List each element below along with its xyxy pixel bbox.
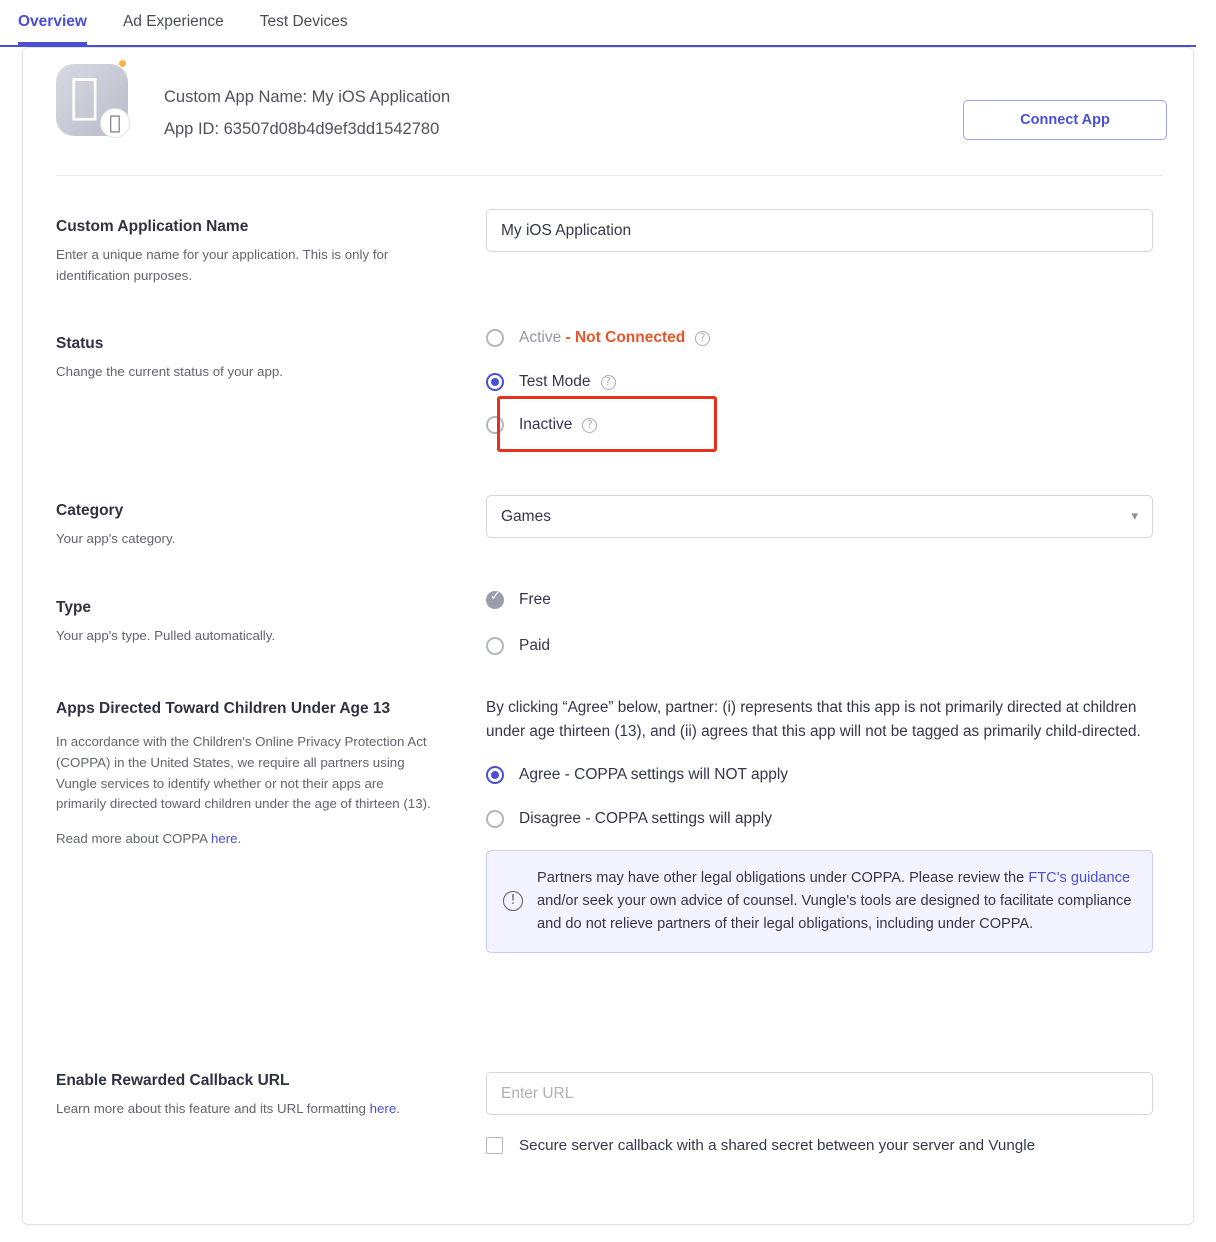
- apple-icon: [70, 72, 99, 120]
- custom-name-labels: [56, 216, 456, 287]
- category-title: Category: [56, 502, 124, 519]
- callback-labels: [56, 1070, 456, 1120]
- custom-name-control: [486, 209, 1156, 252]
- header-divider: [56, 175, 1163, 176]
- custom-app-name-line: Custom App Name: My iOS Application: [164, 88, 451, 106]
- connect-app-button[interactable]: Connect App: [963, 100, 1167, 140]
- apple-badge-icon: [100, 108, 130, 138]
- status-labels: [56, 333, 456, 383]
- custom-application-name-input[interactable]: [486, 209, 1153, 252]
- info-icon: !: [503, 891, 523, 911]
- callback-here-link[interactable]: here: [369, 1101, 397, 1117]
- radio-active-icon[interactable]: [486, 329, 504, 347]
- category-control: [486, 495, 1156, 538]
- secure-callback-row[interactable]: [486, 1135, 1156, 1158]
- tab-overview[interactable]: Overview: [18, 13, 87, 45]
- status-description: Change the current status of your app.: [56, 364, 283, 380]
- coppa-description: In accordance with the Children's Online Privacy Protection Act (COPPA) in the United States, we require all partners using Vungle services to identify whether or not their apps are primarily directed toward children under the age of thirteen (13).: [56, 734, 431, 812]
- radio-inactive-icon[interactable]: [486, 416, 504, 434]
- category-select[interactable]: Games: [486, 495, 1153, 538]
- category-description: Your app's category.: [56, 531, 176, 547]
- coppa-labels: [56, 698, 456, 850]
- help-icon-inactive[interactable]: ?: [582, 418, 597, 433]
- callback-description: Learn more about this feature and its URL formatting here.: [56, 1101, 400, 1117]
- coppa-option-agree[interactable]: [486, 766, 1156, 784]
- callback-control: [486, 1072, 1156, 1158]
- status-active-label: Active: [519, 329, 562, 346]
- secure-callback-checkbox[interactable]: [486, 1137, 503, 1154]
- type-title: Type: [56, 599, 92, 616]
- callback-title: Enable Rewarded Callback URL: [56, 1072, 290, 1089]
- radio-disagree-icon[interactable]: [486, 810, 504, 828]
- status-radio-group: [486, 329, 1156, 453]
- radio-paid-icon[interactable]: [486, 637, 504, 655]
- status-option-inactive[interactable]: [486, 416, 1156, 434]
- coppa-notice-text-2: and/or seek your own advice of counsel. Vungle's tools are designed to facilitate compliance and do not relieve partners of their legal obligations, including under COPPA.: [537, 893, 1132, 932]
- coppa-disagree-label: Disagree - COPPA settings will apply: [519, 810, 772, 828]
- help-icon-test-mode[interactable]: ?: [601, 375, 616, 390]
- app-meta: [164, 88, 450, 152]
- status-test-mode-label: Test Mode: [519, 373, 591, 390]
- coppa-here-link[interactable]: here: [210, 830, 238, 846]
- type-paid-label: Paid: [519, 637, 551, 654]
- status-option-test-mode[interactable]: [486, 373, 1156, 391]
- tab-ad-experience[interactable]: Ad Experience: [122, 12, 224, 30]
- custom-name-title: Custom Application Name: [56, 218, 249, 235]
- coppa-agree-label: Agree - COPPA settings will NOT apply: [519, 766, 789, 784]
- coppa-notice: [486, 850, 1153, 952]
- status-inactive-label: Inactive: [519, 416, 573, 433]
- help-icon-active[interactable]: ?: [695, 331, 710, 346]
- status-title: Status: [56, 335, 104, 352]
- status-option-active[interactable]: [486, 329, 1156, 347]
- type-option-free[interactable]: [486, 591, 1156, 609]
- coppa-notice-text-1: Partners may have other legal obligations under COPPA. Please review the: [537, 870, 1029, 887]
- chevron-down-icon: ▾: [1131, 508, 1138, 523]
- app-id-line: App ID: 63507d08b4d9ef3dd1542780: [164, 120, 440, 138]
- radio-free-icon[interactable]: [486, 591, 504, 609]
- coppa-agreement-paragraph: By clicking “Agree” below, partner: (i) represents that this app is not primarily directed at children under age thirteen (13), and (ii) agrees that this app will not be tagged as primarily child-directed.: [486, 699, 1141, 741]
- radio-test-mode-icon[interactable]: [486, 373, 504, 391]
- app-header: [23, 48, 1193, 160]
- coppa-control: [486, 696, 1156, 953]
- tab-test-devices[interactable]: Test Devices: [259, 12, 348, 30]
- radio-agree-icon[interactable]: [486, 766, 504, 784]
- type-labels: [56, 597, 456, 647]
- type-description: Your app's type. Pulled automatically.: [56, 628, 276, 644]
- tab-bar: [0, 0, 1196, 47]
- secure-callback-label: Secure server callback with a shared secret between your server and Vungle: [519, 1137, 1036, 1154]
- custom-name-description: Enter a unique name for your application. This is only for identification purposes.: [56, 247, 389, 284]
- type-free-label: Free: [519, 591, 551, 608]
- coppa-read-more: Read more about COPPA here.: [56, 830, 242, 846]
- status-active-suffix: - Not Connected: [561, 329, 686, 346]
- coppa-option-disagree[interactable]: [486, 810, 1156, 828]
- coppa-title: Apps Directed Toward Children Under Age 13: [56, 700, 391, 717]
- type-option-paid[interactable]: [486, 637, 1156, 655]
- ftc-guidance-link[interactable]: FTC's guidance: [1028, 870, 1131, 887]
- type-radio-group: [486, 591, 1156, 674]
- status-dot-icon: [119, 60, 126, 67]
- category-labels: [56, 500, 456, 550]
- callback-url-input[interactable]: [486, 1072, 1153, 1115]
- app-icon: [56, 64, 128, 136]
- app-settings-card: [22, 47, 1194, 1225]
